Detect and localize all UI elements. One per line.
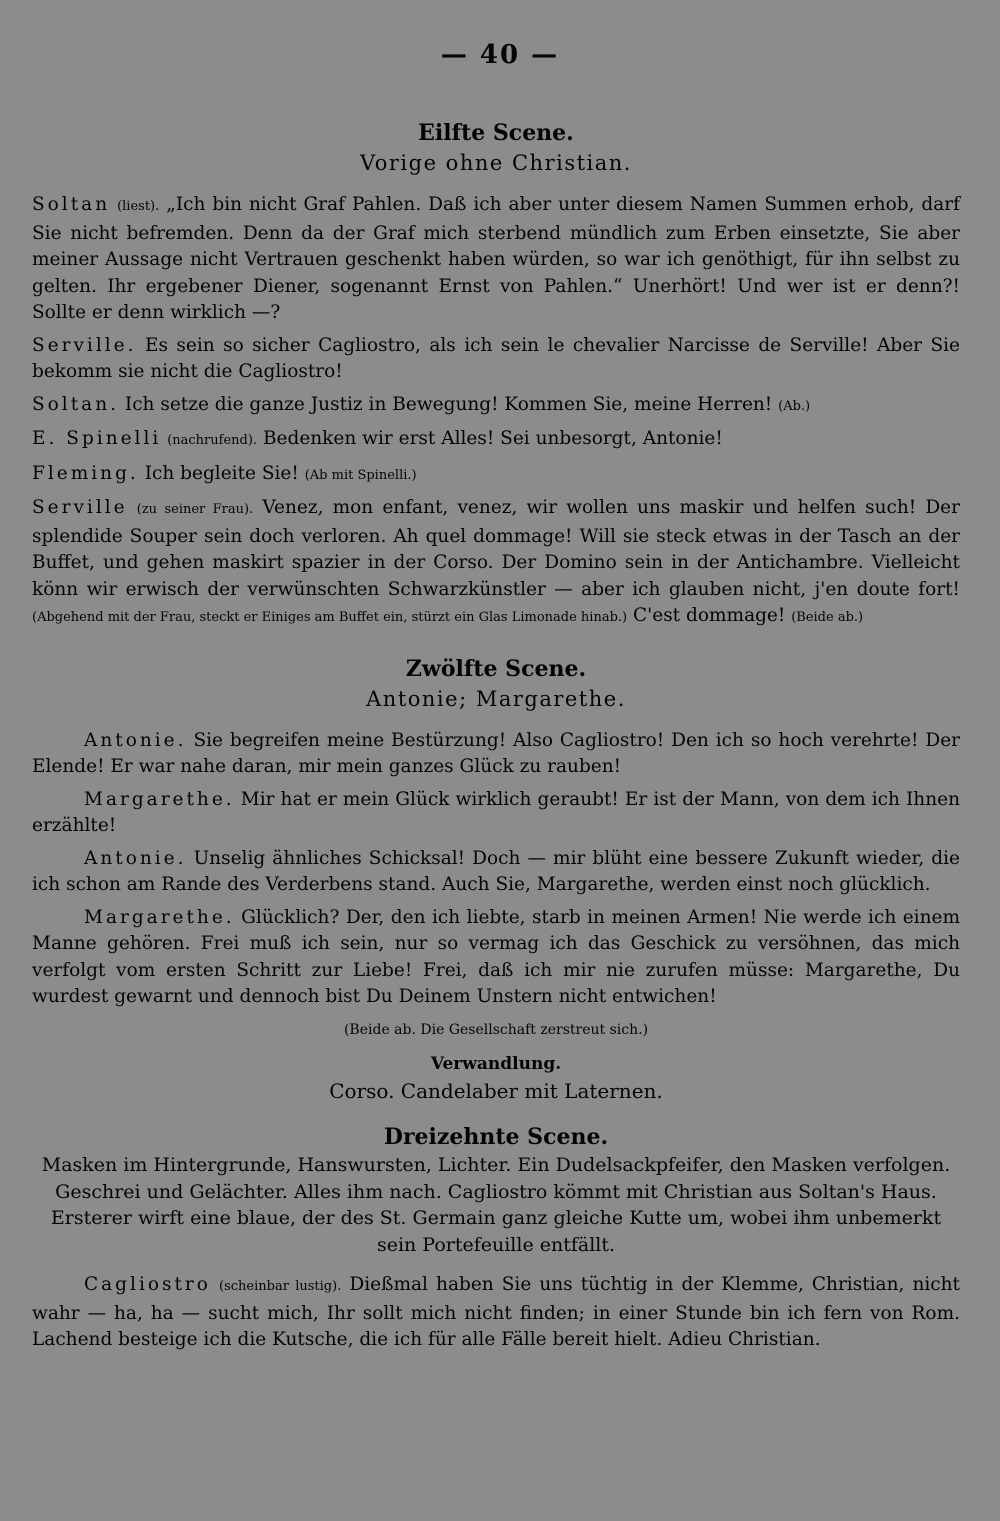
stage-direction: (Ab mit Spinelli.) (304, 467, 417, 483)
speaker-name: Soltan (32, 194, 111, 215)
scene-title: Zwölfte Scene. (405, 655, 587, 682)
speech-paragraph (32, 333, 960, 386)
speaker-name: Serville. (32, 334, 137, 356)
speech-text: Glücklich? Der, den ich liebte, starb in meinen Armen! Nie werde ich einem Manne gehören. Frei muß ich sein, nur so vermag ich das Geschick zu versöhnen, das mich verfolgt vom ersten Schritt zur Liebe! Frei, daß ich mir nie zurufen müsse: Margarethe, Du wurdest gewarnt und dennoch bist Du Deinem Unstern nicht entwichen! (32, 906, 960, 1007)
stage-direction: (nachrufend). (167, 433, 258, 448)
speech-paragraph (32, 426, 960, 455)
speech-paragraph (32, 461, 960, 490)
speech-text: Unselig ähnliches Schicksal! Doch — mir blüht eine bessere Zukunft wieder, die ich schon am Rande des Verderbens stand. Auch Sie, Margarethe, werden einst noch glücklich. (32, 847, 960, 895)
scene-title: Eilfte Scene. (418, 120, 574, 146)
speech-text: „Ich bin nicht Graf Pahlen. Daß ich aber unter diesem Namen Summen erhob, darf Sie nicht befremden. Denn da der Graf mich sterbend mündlich zum Erben einsetzte, Sie aber meiner Aussage nicht Vertrauen geschenkt haben würden, so war ich genöthigt, für ihn selbst zu gelten. Ihr ergebener Diener, sogenannt Ernst von Pahlen.“ Unerhört! Und wer ist er denn?! Sollte er denn wirklich —? (32, 194, 960, 323)
page-number: — 40 — (440, 40, 560, 70)
page-body (32, 118, 960, 1360)
speech-paragraph (32, 905, 960, 1011)
speech-paragraph (32, 192, 960, 327)
speaker-name: Soltan. (32, 393, 119, 415)
speech-paragraph (32, 1272, 960, 1354)
speech-text: Es sein so sicher Cagliostro, als ich sein le chevalier Narcisse de Serville! Aber Sie bekomm sie nicht die Cagliostro! (32, 334, 961, 382)
scene-persons: Antonie; Margarethe. (366, 686, 626, 711)
speaker-name: Antonie. (84, 847, 187, 869)
speech-paragraph (32, 392, 960, 421)
speaker-name: Antonie. (84, 729, 187, 751)
scene-description: Masken im Hintergrunde, Hanswursten, Lichter. Ein Dudelsackpfeifer, den Masken verfolgen. Geschrei und Gelächter. Alles ihm nach. Cagliostro kömmt mit Christian aus Soltan's Haus. Ersterer wirft eine blaue, der des St. Germain ganz gleiche Kutte um, wobei ihm unbemerkt sein Portefeuille entfällt. (41, 1154, 951, 1256)
scene-persons: Vorige ohne Christian. (360, 151, 632, 175)
speaker-name: Margarethe. (84, 788, 235, 810)
stage-direction: (scheinbar lustig). (219, 1279, 342, 1294)
speech-paragraph (32, 787, 960, 840)
stage-direction-exit: (Beide ab. Die Gesellschaft zerstreut sich.) (343, 1021, 649, 1038)
stage-direction: (liest). (117, 199, 160, 214)
scene-title: Dreizehnte Scene. (383, 1124, 609, 1150)
stage-direction: (Abgehend mit der Frau, steckt er Einiges am Buffet ein, stürzt ein Glas Limonade hinab.) (32, 610, 628, 625)
speech-text: Ich begleite Sie! (144, 462, 305, 484)
stage-direction: (Ab.) (778, 398, 811, 414)
speech-text: Ich setze die ganze Justiz in Bewegung! Kommen Sie, meine Herren! (124, 393, 779, 415)
speech-text: Bedenken wir erst Alles! Sei unbesorgt, Antonie! (262, 428, 723, 449)
speech-text: Mir hat er mein Glück wirklich geraubt! Er ist der Mann, von dem ich Ihnen erzählte! (32, 788, 961, 836)
speaker-name: Serville (32, 497, 128, 518)
speech-paragraph (32, 846, 960, 899)
speaker-name: Margarethe. (84, 906, 235, 928)
speaker-name: E. Spinelli (32, 428, 162, 449)
speech-text: Dießmal haben Sie uns tüchtig in der Klemme, Christian, nicht wahr — ha, ha — sucht mich, Ihr sollt mich nicht finden; in einer Stunde bin ich fern von Rom. Lachend besteige ich die Kutsche, die ich für alle Fälle bereit hielt. Adieu Christian. (32, 1274, 960, 1350)
speech-text: Sie begreifen meine Bestürzung! Also Cagliostro! Den ich so hoch verehrte! Der Elende! Er war nahe daran, mir mein ganzes Glück zu rauben! (32, 729, 960, 777)
scene-location: Corso. Candelaber mit Laternen. (329, 1078, 663, 1103)
speech-text: Venez, mon enfant, venez, wir wollen uns maskir und helfen such! Der splendide Souper sein doch verloren. Ah quel dommage! Will sie steck etwas in der Tasch an der Buffet, und gehen maskirt spazier in der Corso. Der Domino sein in der Antichambre. Vielleicht könn wir erwisch der verwünschten Schwarzkünstler — aber ich glauben nicht, j'en doute fort! (32, 497, 960, 600)
speech-paragraph (32, 728, 960, 781)
speaker-name: Cagliostro (84, 1274, 211, 1295)
speaker-name: Fleming. (32, 462, 139, 484)
scene-change-heading: Verwandlung. (430, 1054, 562, 1074)
stage-direction: (Beide ab.) (791, 610, 864, 625)
stage-direction: (zu seiner Frau). (136, 502, 254, 517)
speech-text: C'est dommage! (633, 605, 792, 626)
speech-paragraph (32, 495, 960, 632)
